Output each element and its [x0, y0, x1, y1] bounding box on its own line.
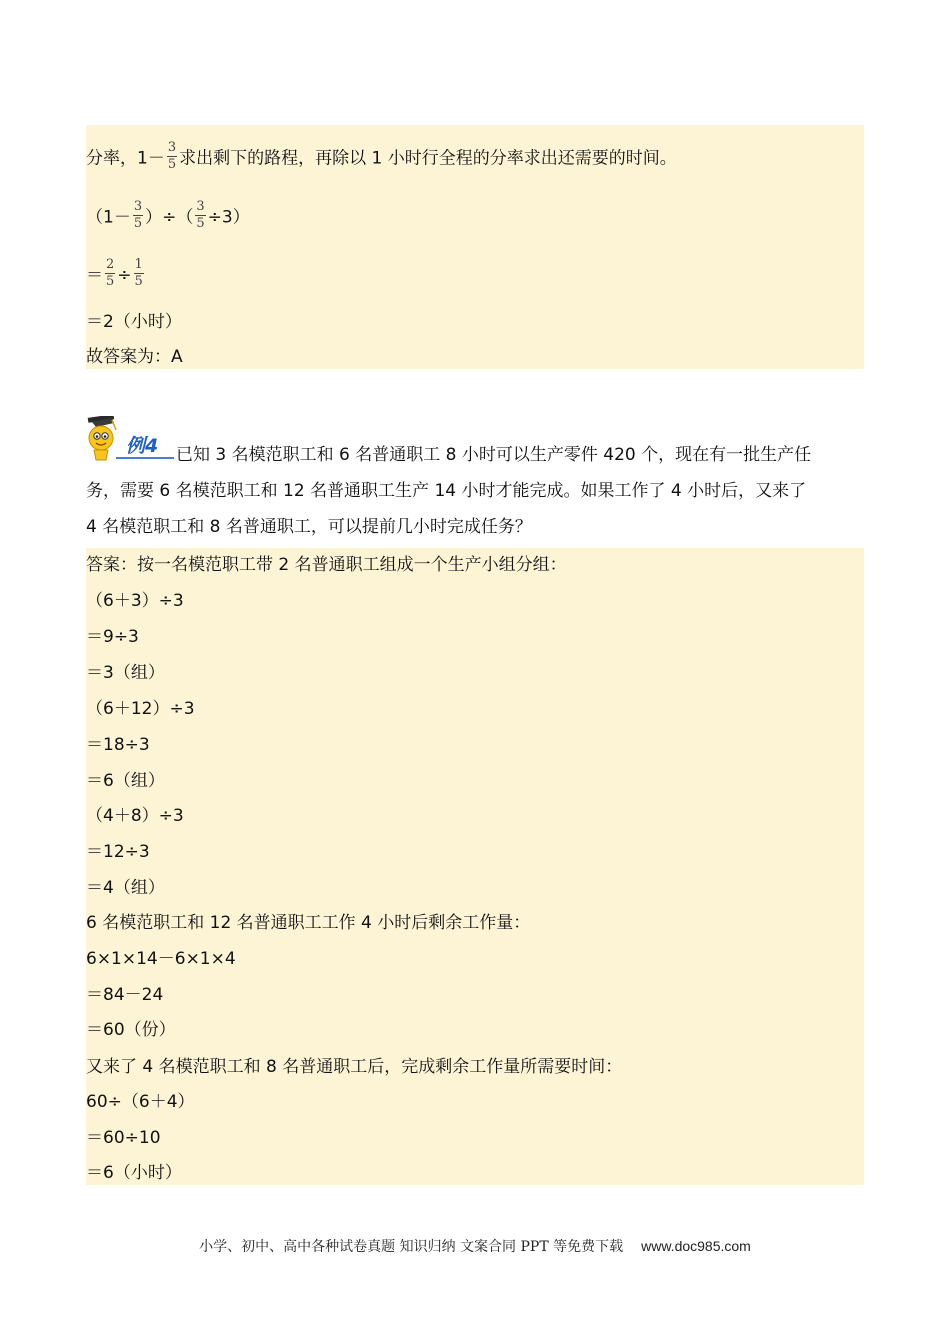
example-question: [86, 437, 866, 545]
footer-url: www.doc985.com: [641, 1238, 751, 1254]
question-line-3: 4 名模范职工和 8 名普通职工，可以提前几小时完成任务？: [86, 517, 532, 537]
solution-line-5: 故答案为：A: [86, 347, 183, 367]
answer-line: 6 名模范职工和 12 名普通职工工作 4 小时后剩余工作量：: [86, 913, 531, 933]
answer-block: [86, 548, 864, 1185]
question-line-1: 已知 3 名模范职工和 6 名普通职工 8 小时可以生产零件 420 个，现在有一批生产任: [176, 445, 812, 465]
answer-line: ＝6（小时）: [86, 1163, 182, 1183]
denominator: 5: [167, 157, 177, 172]
text: （1－: [86, 207, 131, 228]
answer-line: 又来了 4 名模范职工和 8 名普通职工后，完成剩余工作量所需要时间：: [86, 1057, 623, 1077]
answer-line: ＝60÷10: [86, 1128, 161, 1148]
answer-line: （4＋8）÷3: [86, 806, 184, 826]
fraction: [134, 258, 144, 289]
fraction: [167, 141, 177, 172]
text: 求出剩下的路程，再除以 1 小时行全程的分率求出还需要的时间。: [179, 148, 677, 169]
question-line-2: 务，需要 6 名模范职工和 12 名普通职工生产 14 小时才能完成。如果工作了 4 小时后，又来了: [86, 481, 807, 501]
solution-line-1: [86, 140, 677, 174]
answer-line: 答案：按一名模范职工带 2 名普通职工组成一个生产小组分组：: [86, 555, 567, 575]
answer-line: ＝12÷3: [86, 842, 150, 862]
denominator: 5: [106, 274, 115, 289]
answer-line: ＝3（组）: [86, 663, 165, 683]
solution-block-1: [86, 125, 864, 369]
answer-line: 60÷（6＋4）: [86, 1092, 195, 1112]
page-footer: [0, 1236, 950, 1256]
numerator: 2: [106, 257, 115, 272]
footer-text: 小学、初中、高中各种试卷真题 知识归纳 文案合同 PPT 等免费下载: [199, 1239, 624, 1255]
fraction: [133, 200, 143, 231]
numerator: 1: [134, 257, 143, 272]
text: ）÷（: [145, 207, 194, 228]
numerator: 3: [133, 199, 143, 214]
answer-line: ＝9÷3: [86, 627, 139, 647]
denominator: 5: [133, 216, 143, 231]
answer-line: ＝18÷3: [86, 735, 150, 755]
answer-line: （6＋3）÷3: [86, 591, 184, 611]
answer-line: ＝6（组）: [86, 771, 165, 791]
text: ÷3）: [207, 207, 250, 228]
denominator: 5: [134, 274, 143, 289]
fraction: [195, 200, 205, 231]
answer-line: ＝60（份）: [86, 1020, 176, 1040]
answer-line: （6＋12）÷3: [86, 699, 195, 719]
answer-line: ＝4（组）: [86, 878, 165, 898]
answer-line: ＝84－24: [86, 985, 164, 1005]
numerator: 3: [167, 140, 177, 155]
answer-line: 6×1×14－6×1×4: [86, 949, 236, 969]
text: ＝: [86, 265, 103, 286]
fraction: [105, 258, 115, 289]
denominator: 5: [196, 216, 205, 231]
text: 分率，1－: [86, 148, 165, 169]
numerator: 3: [196, 199, 205, 214]
badge-label: 例4: [126, 435, 159, 457]
solution-line-3: [86, 257, 146, 291]
solution-line-4: ＝2（小时）: [86, 312, 182, 332]
solution-line-2: [86, 199, 250, 233]
text: ÷: [117, 265, 132, 286]
